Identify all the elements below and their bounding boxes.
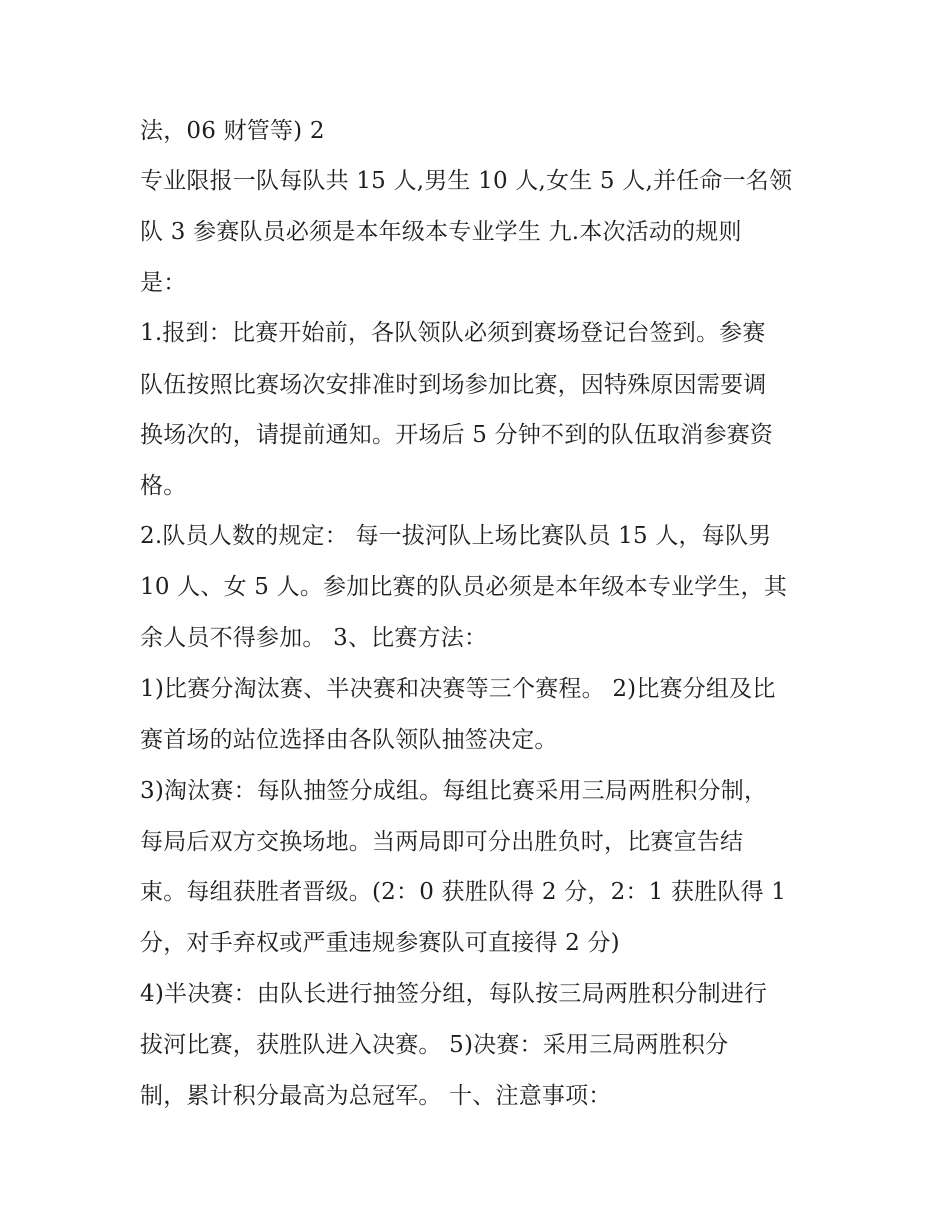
text-line: 是： <box>140 270 187 296</box>
text-line: 余人员不得参加。 3、比赛方法： <box>140 625 488 651</box>
text-line: 法，06 财管等) 2 <box>140 118 325 144</box>
text-line: 队伍按照比赛场次安排准时到场参加比赛，因特殊原因需要调 <box>140 372 767 398</box>
text-line: 分，对手弃权或严重违规参赛队可直接得 2 分) <box>140 930 620 956</box>
text-line: 束。每组获胜者晋级。(2：0 获胜队得 2 分，2：1 获胜队得 1 <box>140 879 787 905</box>
text-line: 制，累计积分最高为总冠军。 十、注意事项： <box>140 1083 612 1109</box>
text-line: 4)半决赛：由队长进行抽签分组，每队按三局两胜积分制进行 <box>140 981 768 1007</box>
text-line: 换场次的，请提前通知。开场后 5 分钟不到的队伍取消参赛资 <box>140 422 774 448</box>
text-line: 10 人、女 5 人。参加比赛的队员必须是本年级本专业学生，其 <box>140 574 788 600</box>
text-line: 1.报到：比赛开始前，各队领队必须到赛场登记台签到。参赛 <box>140 320 766 346</box>
text-line: 格。 <box>140 473 187 499</box>
text-line: 赛首场的站位选择由各队领队抽签决定。 <box>140 727 558 753</box>
text-line: 拔河比赛，获胜队进入决赛。 5)决赛：采用三局两胜积分 <box>140 1032 729 1058</box>
text-line: 每局后双方交换场地。当两局即可分出胜负时，比赛宣告结 <box>140 829 744 855</box>
text-line: 队 3 参赛队员必须是本年级本专业学生 九.本次活动的规则 <box>140 219 742 245</box>
text-line: 专业限报一队每队共 15 人,男生 10 人,女生 5 人,并任命一名领 <box>140 168 793 194</box>
text-line: 1)比赛分淘汰赛、半决赛和决赛等三个赛程。 2)比赛分组及比 <box>140 676 776 702</box>
text-line: 2.队员人数的规定： 每一拔河队上场比赛队员 15 人，每队男 <box>140 523 772 549</box>
text-line: 3)淘汰赛：每队抽签分成组。每组比赛采用三局两胜积分制， <box>140 778 768 804</box>
